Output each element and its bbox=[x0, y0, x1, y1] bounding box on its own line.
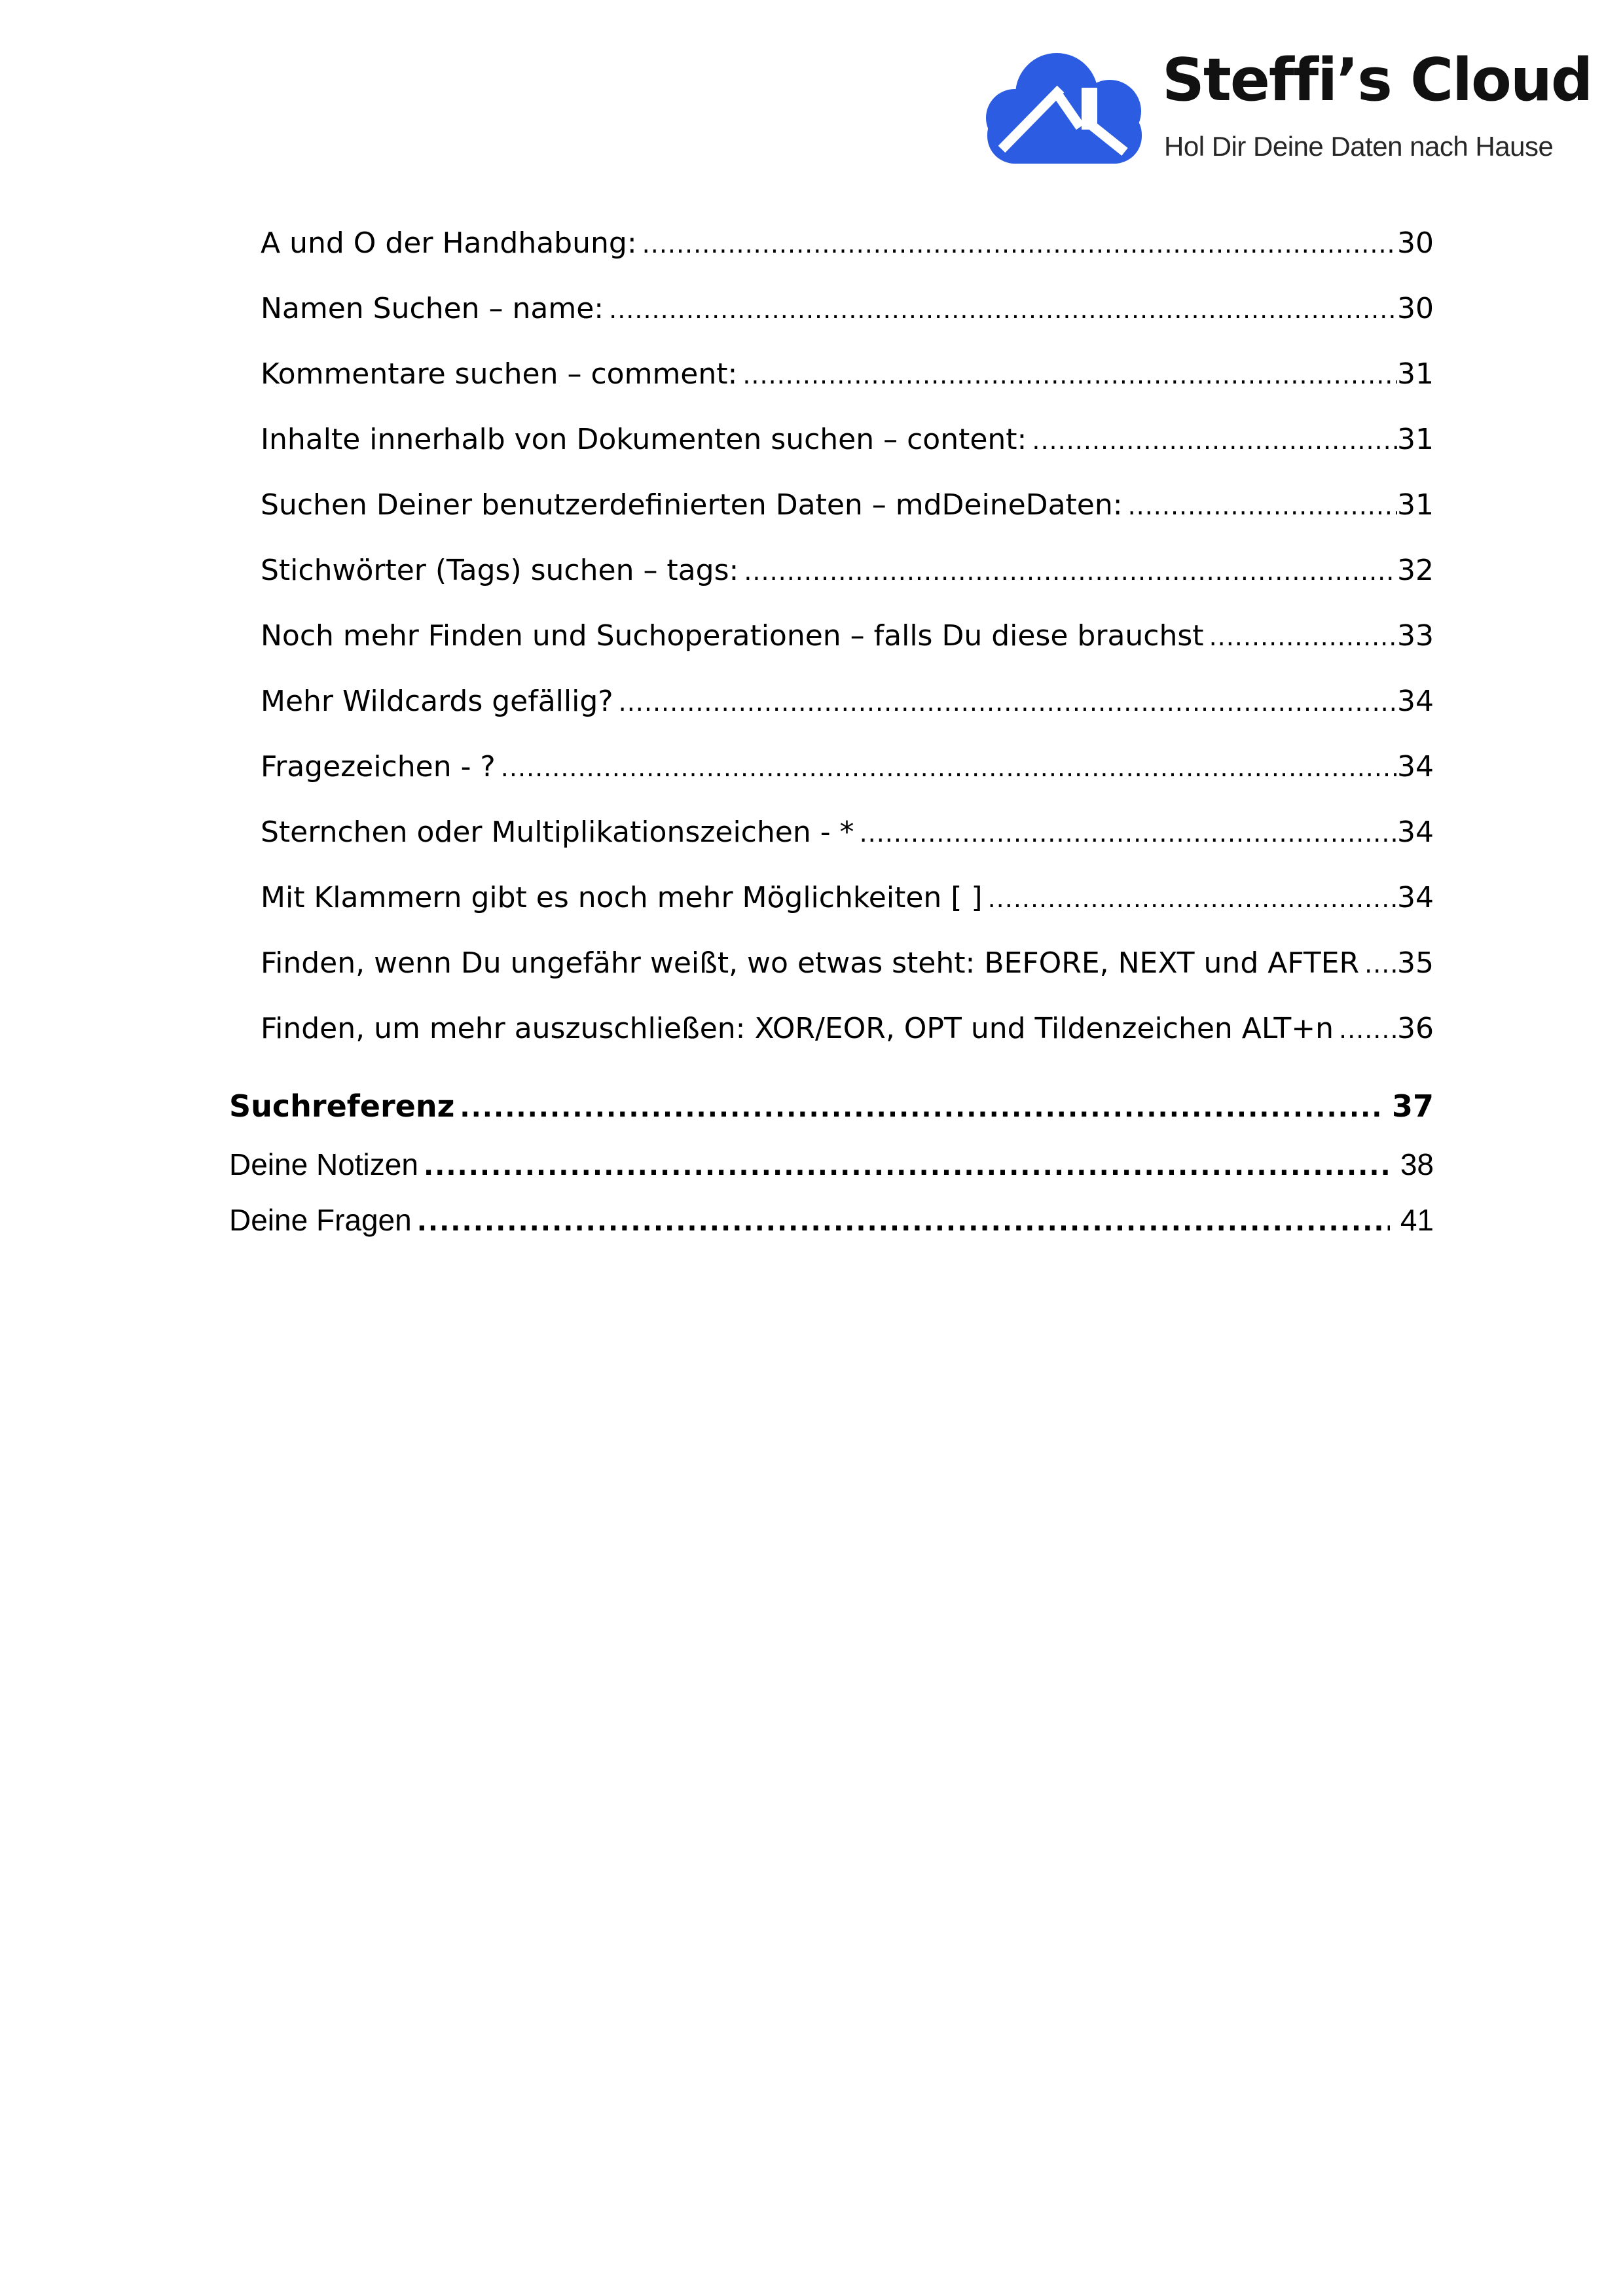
toc-leader-dots bbox=[854, 814, 1397, 853]
toc-entry-label: A und O der Handhabung: bbox=[261, 226, 637, 260]
toc-leader-dots bbox=[604, 290, 1397, 329]
toc-entry[interactable] bbox=[229, 682, 1434, 722]
cloud-home-icon bbox=[977, 47, 1155, 166]
toc-entry-label: Noch mehr Finden und Suchoperationen – falls Du diese brauchst bbox=[261, 619, 1204, 653]
toc-leader-dots bbox=[496, 748, 1397, 787]
toc-page-number: 34 bbox=[1397, 685, 1434, 718]
toc-entry-deine-notizen[interactable] bbox=[229, 1145, 1434, 1186]
toc-page-number: 34 bbox=[1397, 750, 1434, 783]
toc-leader-dots bbox=[454, 1088, 1381, 1128]
toc-leader-dots bbox=[737, 355, 1397, 395]
toc-entry[interactable] bbox=[229, 355, 1434, 395]
toc-page-number: 37 bbox=[1391, 1088, 1434, 1124]
toc-leader-dots bbox=[1204, 617, 1397, 656]
toc-entry-label: Suchen Deiner benutzerdefinierten Daten – mdDeineDaten: bbox=[261, 488, 1123, 522]
toc-entry-label: Suchreferenz bbox=[229, 1088, 455, 1124]
toc-leader-dots bbox=[983, 879, 1397, 918]
toc-leader-dots bbox=[1027, 421, 1397, 460]
toc-entry-suchreferenz[interactable] bbox=[229, 1086, 1434, 1128]
toc-entry-label: Namen Suchen – name: bbox=[261, 292, 604, 325]
brand-header bbox=[969, 41, 1592, 178]
toc-leader-dots bbox=[1359, 944, 1397, 984]
toc-entry-label: Inhalte innerhalb von Dokumenten suchen – content: bbox=[261, 423, 1027, 456]
toc-entry[interactable] bbox=[229, 813, 1434, 853]
brand-subtitle: Hol Dir Deine Daten nach Hause bbox=[1164, 131, 1554, 162]
toc-leader-dots bbox=[637, 224, 1397, 264]
toc-entry[interactable] bbox=[229, 617, 1434, 656]
toc-entry-label: Kommentare suchen – comment: bbox=[261, 357, 738, 391]
toc-entry[interactable] bbox=[229, 486, 1434, 526]
toc-page-number: 38 bbox=[1400, 1147, 1434, 1181]
toc-page-number: 30 bbox=[1397, 292, 1434, 325]
toc-entry-label: Sternchen oder Multiplikationszeichen - * bbox=[261, 816, 854, 849]
toc-entry[interactable] bbox=[229, 944, 1434, 984]
toc-page-number: 34 bbox=[1397, 816, 1434, 849]
toc-entry[interactable] bbox=[229, 551, 1434, 591]
toc-page-number: 31 bbox=[1397, 357, 1434, 391]
toc-entry[interactable] bbox=[229, 224, 1434, 264]
toc-page-number: 31 bbox=[1397, 488, 1434, 522]
toc-entry-label: Deine Notizen bbox=[229, 1147, 418, 1181]
toc-page-number: 41 bbox=[1400, 1203, 1434, 1237]
toc-leader-dots bbox=[1334, 1010, 1397, 1049]
toc-page-number: 35 bbox=[1397, 946, 1434, 980]
toc-leader-dots bbox=[412, 1202, 1390, 1242]
toc-page-number: 31 bbox=[1397, 423, 1434, 456]
toc-leader-dots bbox=[418, 1147, 1390, 1186]
toc-page-number: 34 bbox=[1397, 881, 1434, 914]
toc-entry-label: Deine Fragen bbox=[229, 1203, 412, 1237]
toc-entry-label: Stichwörter (Tags) suchen – tags: bbox=[261, 554, 739, 587]
toc-entry-label: Finden, um mehr auszuschließen: XOR/EOR, OPT und Tildenzeichen ALT+n bbox=[261, 1012, 1334, 1045]
toc-entry-label: Fragezeichen - ? bbox=[261, 750, 496, 783]
toc-entry[interactable] bbox=[229, 1009, 1434, 1049]
brand-title: Steffi’s Cloud bbox=[1162, 46, 1592, 115]
toc-page-number: 32 bbox=[1397, 554, 1434, 587]
toc-entry[interactable] bbox=[229, 747, 1434, 787]
toc-page-number: 33 bbox=[1397, 619, 1434, 653]
toc-page-number: 30 bbox=[1397, 226, 1434, 260]
toc-leader-dots bbox=[613, 683, 1397, 722]
toc-page-number: 36 bbox=[1397, 1012, 1434, 1045]
toc-entry-label: Mit Klammern gibt es noch mehr Möglichkeiten [ ] bbox=[261, 881, 983, 914]
toc-entry[interactable] bbox=[229, 420, 1434, 460]
toc-entry-label: Finden, wenn Du ungefähr weißt, wo etwas steht: BEFORE, NEXT und AFTER bbox=[261, 946, 1360, 980]
toc-entry-deine-fragen[interactable] bbox=[229, 1200, 1434, 1242]
toc-leader-dots bbox=[1123, 486, 1397, 526]
toc-entry[interactable] bbox=[229, 878, 1434, 918]
toc-entry[interactable] bbox=[229, 289, 1434, 329]
toc-entry-label: Mehr Wildcards gefällig? bbox=[261, 685, 613, 718]
toc-leader-dots bbox=[739, 552, 1397, 591]
